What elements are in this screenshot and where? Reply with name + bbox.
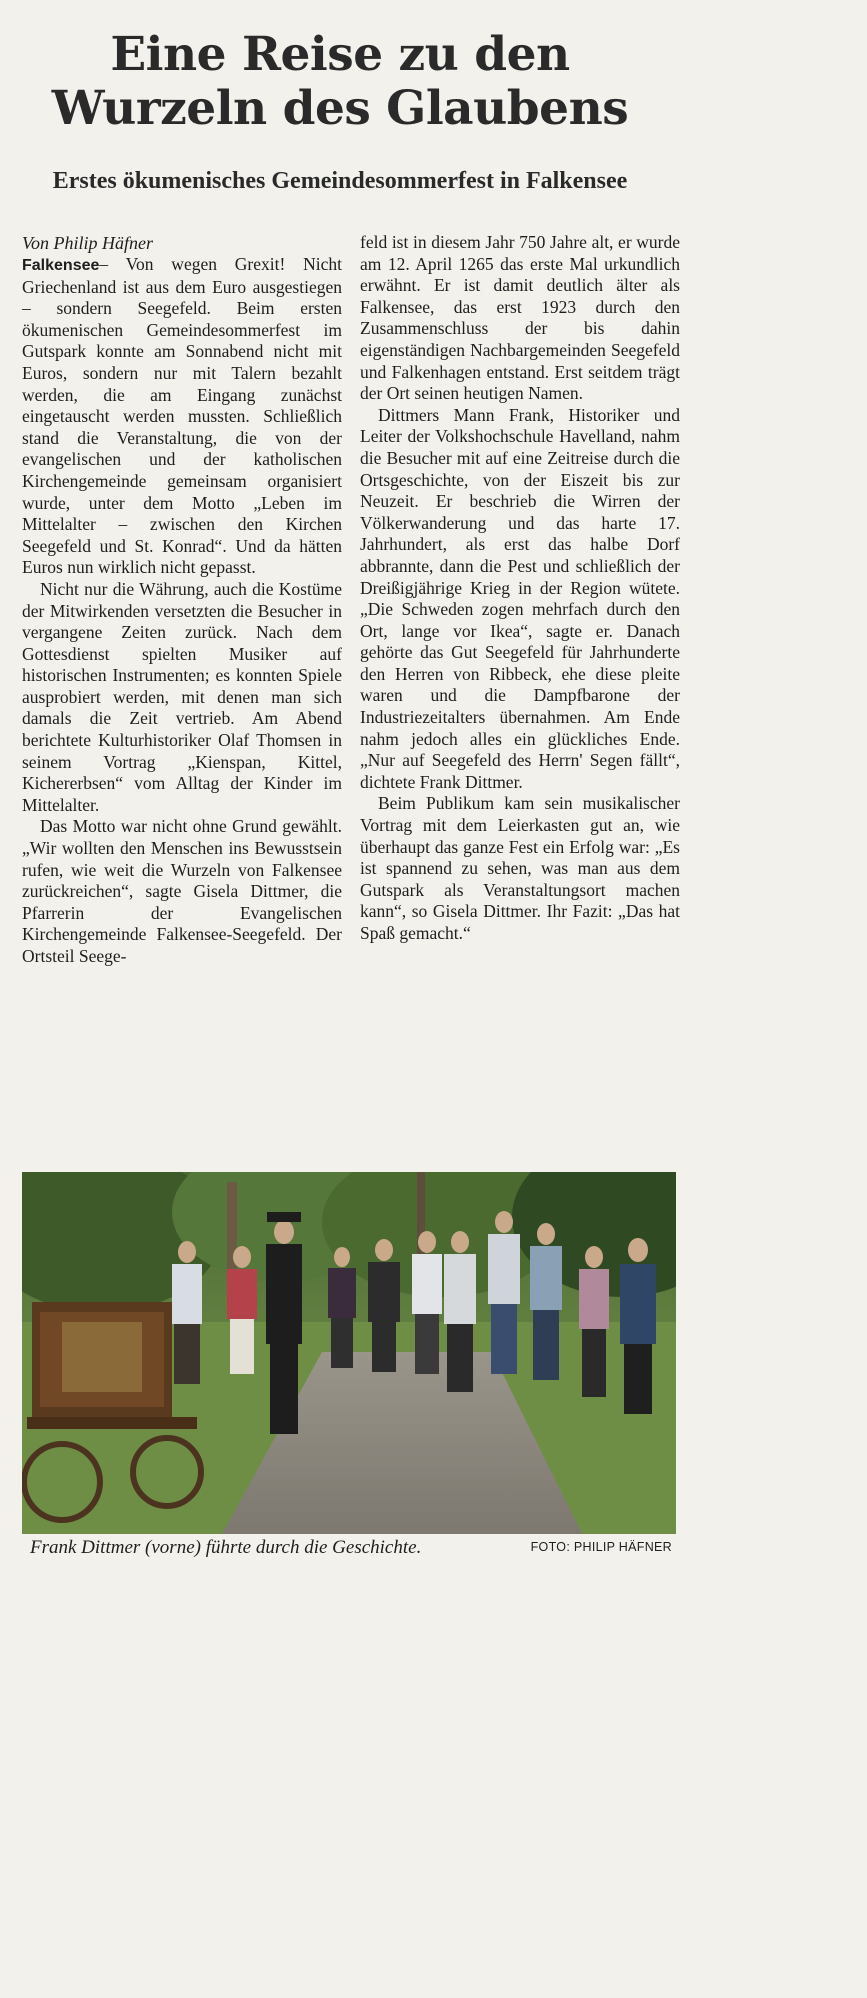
headline xyxy=(0,28,680,136)
paragraph-3: Das Motto war nicht ohne Grund gewählt. „Wir wollten den Menschen ins Bewusstsein rufen, wie weit die Wurzeln von Falkensee zurückreichen“, sagte Gisela Dittmer, die Pfarrerin der Evangelischen Kirchengemeinde Falkensee-Seegefeld. Der Ortsteil Seege- xyxy=(22,816,342,966)
paragraph-1 xyxy=(22,254,342,579)
paragraph-6: Beim Publikum kam sein musikalischer Vortrag mit dem Leierkasten gut an, wie überhaupt das ganze Fest ein Erfolg war: „Es ist spannend zu sehen, was man aus dem Gutspark als Veranstaltungsort machen kann“, so Gisela Dittmer. Ihr Fazit: „Das hat Spaß gemacht.“ xyxy=(360,793,680,943)
article-column-left xyxy=(22,232,342,968)
article-photo xyxy=(22,1172,676,1534)
paragraph-4: feld ist in diesem Jahr 750 Jahre alt, er wurde am 12. April 1265 das erste Mal urkundlich erwähnt. Er ist damit deutlich älter als Falkensee, das erst 1923 durch den Zusammenschluss der bis dahin eigenständigen Nachbargemeinden Seegefeld und Falkenhagen entstand. Erst seitdem trägt der Ort seinen heutigen Namen. xyxy=(360,232,680,404)
dateline: Falkensee xyxy=(22,257,100,274)
headline-line-2: Wurzeln des Glaubens xyxy=(51,81,629,136)
photo-credit: FOTO: PHILIP HÄFNER xyxy=(530,1540,672,1554)
paragraph-1-text: – Von wegen Grexit! Nicht Griechenland ist aus dem Euro ausgestiegen – sondern Seegefeld. Beim ersten ökumenischen Gemeindesommerfest im Gutspark konnte am Sonnabend nicht mit Euros, sondern nur mit Talern bezahlt werden, die am Eingang zunächst eingetauscht werden mussten. Schließlich stand die Veranstaltung, die von der evangelischen und der katholischen Kirchengemeinde gemeinsam organisiert wurde, unter dem Motto „Leben im Mittelalter – zwischen den Kirchen Seegefeld und St. Konrad“. Und da hätten Euros nun wirklich nicht gepasst. xyxy=(22,254,342,578)
photo-caption: Frank Dittmer (vorne) führte durch die Geschichte. xyxy=(30,1537,422,1558)
article-column-right xyxy=(360,232,680,945)
paragraph-5: Dittmers Mann Frank, Historiker und Leiter der Volkshochschule Havelland, nahm die Besucher mit auf eine Zeitreise durch die Ortsgeschichte, von der Eiszeit bis zur Neuzeit. Er beschrieb die Wirren der Völkerwanderung und das harte 17. Jahrhundert, als erst das halbe Dorf abbrannte, dann die Pest und schließlich der Dreißigjährige Krieg in der Region wütete. „Die Schweden zogen mehrfach durch den Ort, lange vor Ikea“, sagte er. Danach gehörte das Gut Seegefeld für Jahrhunderte den Herren von Ribbeck, ehe diese pleite waren und die Dampfbarone der Industriezeitalters übernahmen. Am Ende nahm jedoch alles ein glückliches Ende. „Nur auf Seegefeld des Herrn' Segen fällt“, dichtete Frank Dittmer. xyxy=(360,404,680,792)
subheadline: Erstes ökumenisches Gemeindesommerfest in Falkensee xyxy=(52,168,628,194)
photo-illustration xyxy=(22,1172,676,1534)
byline: Von Philip Häfner xyxy=(22,233,153,253)
paragraph-2: Nicht nur die Währung, auch die Kostüme der Mitwirkenden versetzten die Besucher in vergangene Zeiten zurück. Nach dem Gottesdienst spielten Musiker auf historischen Instrumenten; es konnten Spiele ausprobiert werden, mit denen man sich damals die Zeit vertrieb. Am Abend berichtete Kulturhistoriker Olaf Thomsen in seinem Vortrag „Kienspan, Kittel, Kichererbsen“ vom Alltag der Kinder im Mittelalter. xyxy=(22,578,342,815)
headline-line-1: Eine Reise zu den xyxy=(110,27,570,82)
